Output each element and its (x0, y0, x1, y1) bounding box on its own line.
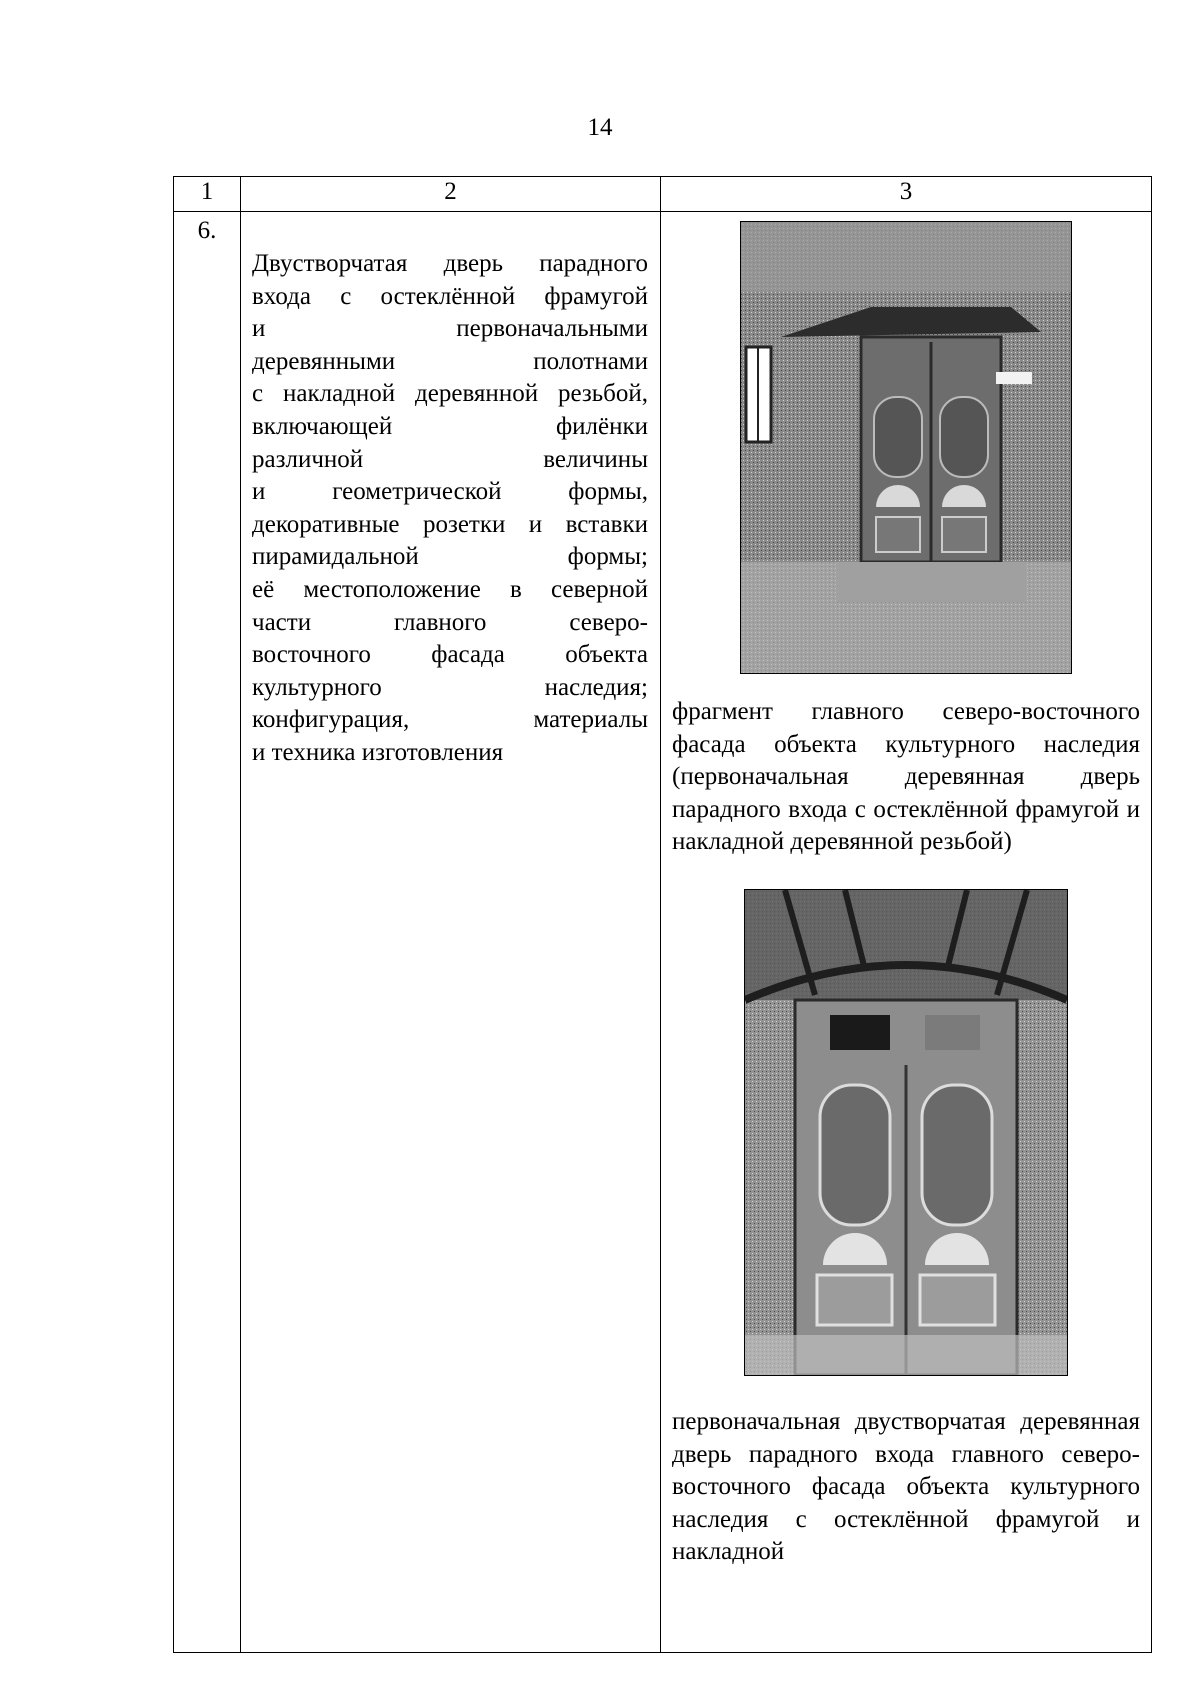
description-line: различной величины (252, 445, 648, 473)
heritage-elements-table (173, 176, 1152, 1653)
photo-caption-2: первоначальная двустворчатая деревянная дверь парадного входа главного северо-восточного фасада объекта культурного наследия с остеклённой фрамугой и накладной (672, 1407, 1140, 1566)
description-text (252, 248, 648, 770)
description-line: пирамидальной формы; (252, 543, 648, 571)
description-line: восточного фасада объекта (252, 641, 648, 669)
page-number: 14 (587, 114, 613, 141)
table-row (174, 212, 1152, 1653)
column-header-3: 3 (661, 177, 1152, 212)
description-line: конфигурация, материалы (252, 706, 648, 734)
photos-cell (661, 212, 1152, 1653)
description-line: входа с остеклённой фрамугой (252, 282, 648, 310)
description-line: с накладной деревянной резьбой, (252, 380, 648, 408)
description-line: её местоположение в северной (252, 575, 648, 603)
photo-caption-1: фрагмент главного северо-восточного фасада объекта культурного наследия (первоначальная деревянная дверь парадного входа с остеклённой фрамугой и накладной деревянной резьбой) (672, 698, 1140, 856)
row-number: 6. (174, 212, 241, 1653)
description-line: части главного северо- (252, 608, 648, 636)
table-header-row (174, 177, 1152, 212)
description-line: деревянными полотнами (252, 347, 648, 375)
column-header-2: 2 (241, 177, 661, 212)
door-facade-photo (740, 221, 1072, 674)
description-line: декоративные розетки и вставки (252, 510, 648, 538)
description-line: включающей филёнки (252, 412, 648, 440)
door-closeup-photo (744, 889, 1068, 1376)
description-cell (241, 212, 661, 1653)
description-line: культурного наследия; (252, 673, 648, 701)
description-line: Двустворчатая дверь парадного (252, 250, 648, 277)
description-line: и первоначальными (252, 315, 648, 343)
description-line: и геометрической формы, (252, 478, 648, 506)
column-header-1: 1 (174, 177, 241, 212)
description-line: и техника изготовления (252, 738, 504, 766)
